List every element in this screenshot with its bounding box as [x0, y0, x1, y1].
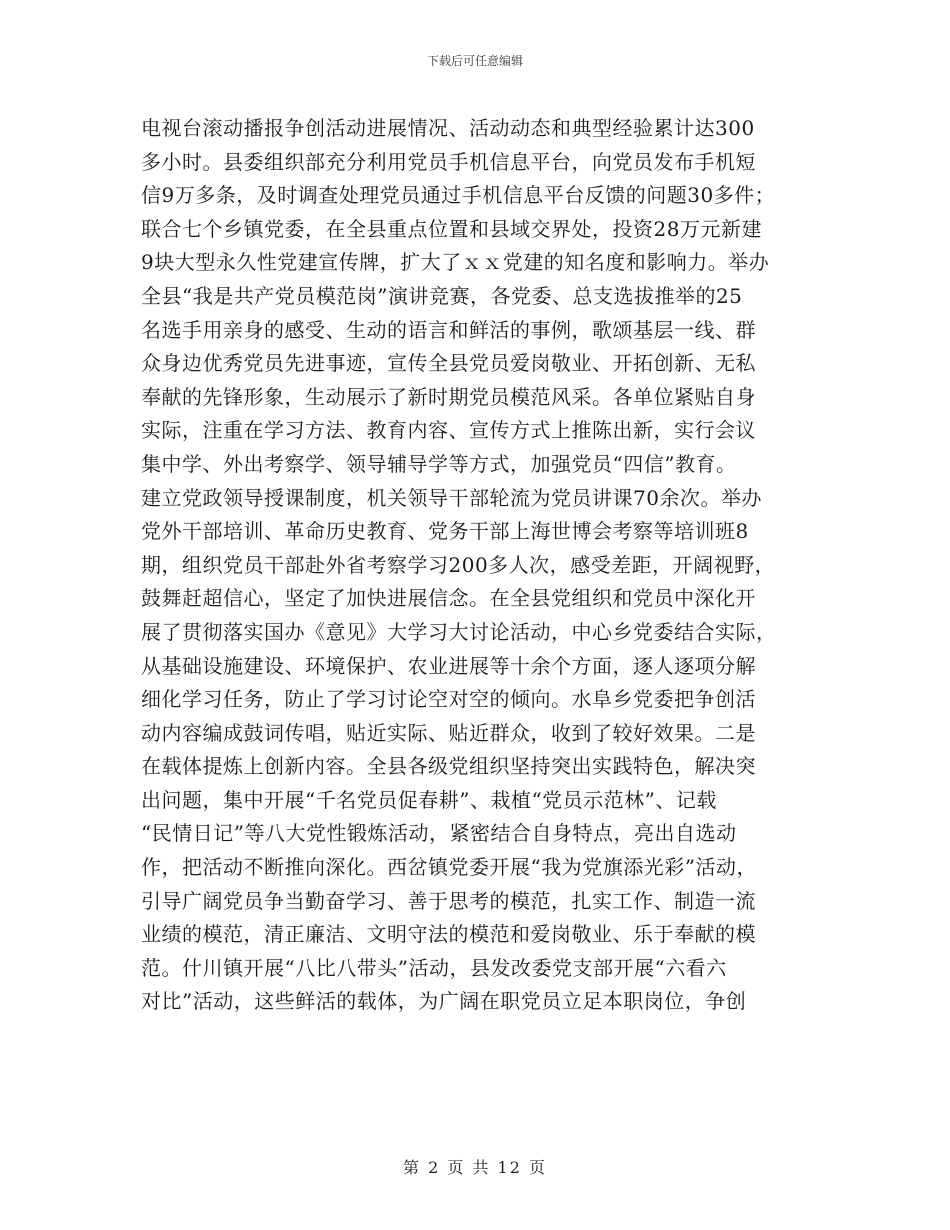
body-text-line: 范。什川镇开展“八比八带头”活动，县发改委党支部开展“六看六 [141, 955, 727, 980]
body-text-line: 建立党政领导授课制度，机关领导干部轮流为党员讲课70余次。举办 [141, 485, 762, 510]
body-text-line: 引导广阔党员争当勤奋学习、善于思考的模范，扎实工作、制造一流 [141, 888, 756, 913]
document-body [141, 112, 811, 1019]
body-text-line: 对比”活动，这些鲜活的载体，为广阔在职党员立足本职岗位，争创 [141, 989, 747, 1014]
body-text-line: 从基础设施建设、环境保护、农业进展等十余个方面，逐人逐项分解 [141, 653, 756, 678]
body-text-line: 出问题，集中开展“千名党员促春耕”、栽植“党员示范林”、记载 [141, 787, 717, 812]
body-text-line: 全县“我是共产党员模范岗”演讲竞赛，各党委、总支选拔推举的25 [141, 283, 743, 308]
body-text-line: 信9万多条，及时调查处理党员通过手机信息平台反馈的问题30多件； [141, 183, 776, 208]
body-text-line: 动内容编成鼓词传唱，贴近实际、贴近群众，收到了较好效果。二是 [141, 720, 756, 745]
body-text-line: “民情日记”等八大党性锻炼活动，紧密结合自身特点，亮出自选动 [141, 821, 737, 846]
body-text-line: 名选手用亲身的感受、生动的语言和鲜活的事例，歌颂基层一线、群 [141, 317, 756, 342]
body-text-line: 党外干部培训、革命历史教育、党务干部上海世博会考察等培训班8 [141, 519, 749, 544]
body-text-line: 众身边优秀党员先进事迹，宣传全县党员爱岗敬业、开拓创新、无私 [141, 351, 756, 376]
body-text-line: 业绩的模范，清正廉洁、文明守法的模范和爱岗敬业、乐于奉献的模 [141, 922, 756, 947]
page-header: 下载后可任意编辑 [426, 54, 523, 68]
body-text-line: 细化学习任务，防止了学习讨论空对空的倾向。水阜乡党委把争创活 [141, 687, 756, 712]
body-text-line: 实际，注重在学习方法、教育内容、宣传方式上推陈出新，实行会议 [141, 418, 756, 443]
body-text-line: 联合七个乡镇党委，在全县重点位置和县域交界处，投资28万元新建 [141, 216, 762, 241]
body-text-line: 在载体提炼上创新内容。全县各级党组织坚持突出实践特色，解决突 [141, 754, 756, 779]
body-text-line: 作，把活动不断推向深化。西岔镇党委开展“我为党旗添光彩”活动， [141, 855, 757, 880]
body-text-line: 期，组织党员干部赴外省考察学习200多人次，感受差距，开阔视野， [141, 552, 776, 577]
page-number-footer: 第 2 页 共 12 页 [403, 1158, 547, 1177]
body-text-line: 奉献的先锋形象，生动展示了新时期党员模范风采。各单位紧贴自身 [141, 384, 756, 409]
body-text-line: 展了贯彻落实国办《意见》大学习大讨论活动，中心乡党委结合实际， [141, 619, 777, 644]
body-text-line: 鼓舞赶超信心，坚定了加快进展信念。在全县党组织和党员中深化开 [141, 586, 756, 611]
body-text-line: 9块大型永久性党建宣传牌，扩大了ｘｘ党建的知名度和影响力。举办 [141, 250, 770, 275]
body-text-line: 电视台滚动播报争创活动进展情况、活动动态和典型经验累计达300 [141, 116, 755, 140]
body-text-line: 多小时。县委组织部充分利用党员手机信息平台，向党员发布手机短 [141, 149, 756, 174]
body-text-line: 集中学、外出考察学、领导辅导学等方式，加强党员“四信”教育。 [141, 451, 737, 476]
